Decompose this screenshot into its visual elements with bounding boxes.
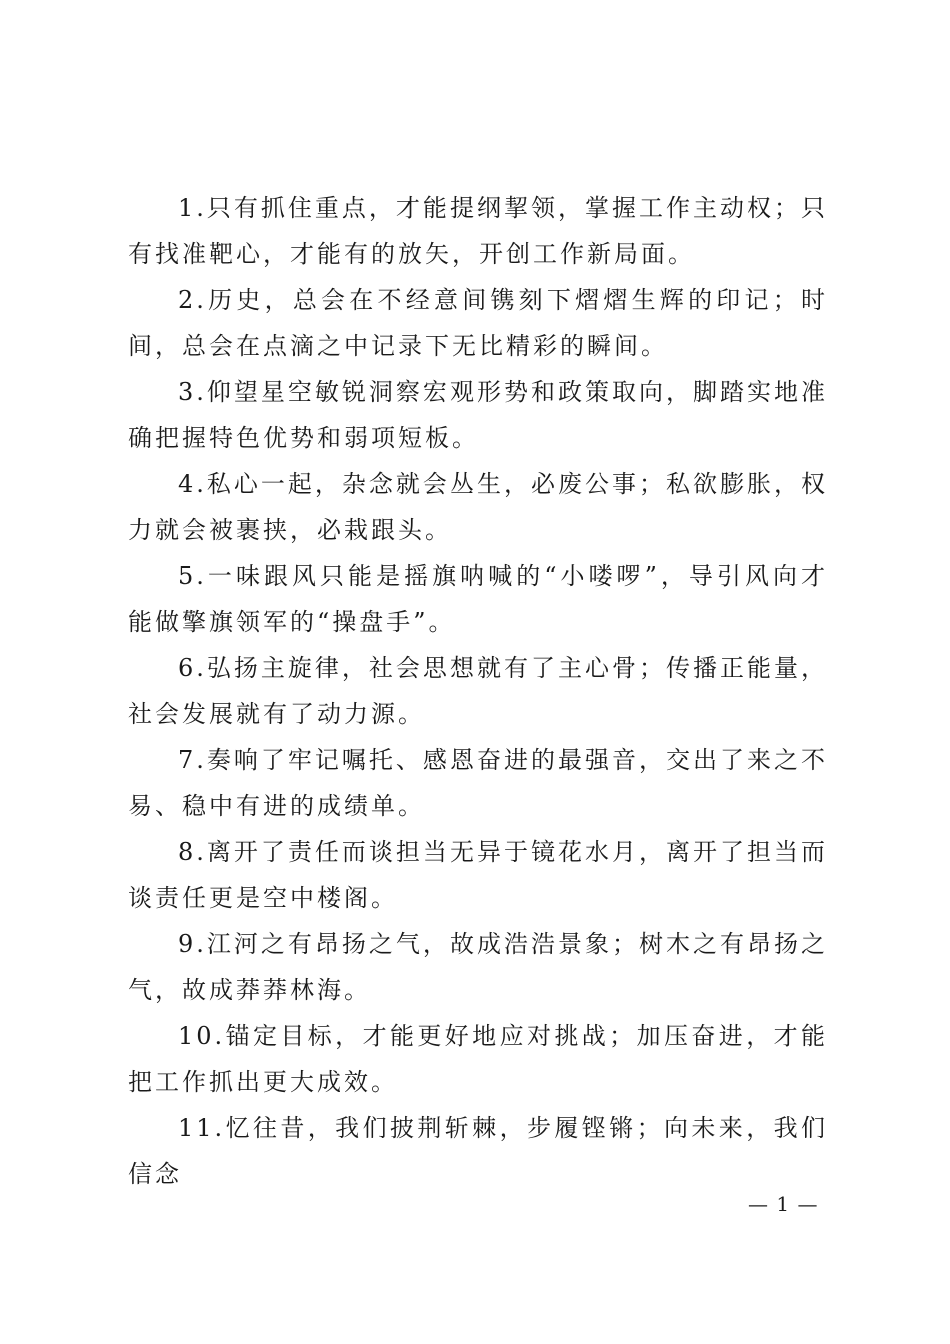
paragraph-5: 5.一味跟风只能是摇旗呐喊的“小喽啰”，导引风向才能做擎旗领军的“操盘手”。 bbox=[128, 562, 828, 636]
paragraph-2: 2.历史，总会在不经意间镌刻下熠熠生辉的印记；时间，总会在点滴之中记录下无比精彩的瞬间。 bbox=[128, 286, 828, 360]
paragraph-1: 1.只有抓住重点，才能提纲挈领，掌握工作主动权；只有找准靶心，才能有的放矢，开创工作新局面。 bbox=[128, 194, 828, 268]
paragraph-6: 6.弘扬主旋律，社会思想就有了主心骨；传播正能量，社会发展就有了动力源。 bbox=[128, 654, 828, 728]
page-number: — 1 — bbox=[748, 1192, 819, 1216]
document-body bbox=[128, 185, 828, 1197]
paragraph-10: 10.锚定目标，才能更好地应对挑战；加压奋进，才能把工作抓出更大成效。 bbox=[128, 1022, 828, 1096]
paragraph-11: 11.忆往昔，我们披荆斩棘，步履铿锵；向未来，我们信念 bbox=[128, 1114, 828, 1188]
paragraph-4: 4.私心一起，杂念就会丛生，必废公事；私欲膨胀，权力就会被裹挟，必栽跟头。 bbox=[128, 470, 828, 544]
paragraph-3: 3.仰望星空敏锐洞察宏观形势和政策取向，脚踏实地准确把握特色优势和弱项短板。 bbox=[128, 378, 828, 452]
paragraph-8: 8.离开了责任而谈担当无异于镜花水月，离开了担当而谈责任更是空中楼阁。 bbox=[128, 838, 828, 912]
paragraph-7: 7.奏响了牢记嘱托、感恩奋进的最强音，交出了来之不易、稳中有进的成绩单。 bbox=[128, 746, 828, 820]
paragraph-9: 9.江河之有昂扬之气，故成浩浩景象；树木之有昂扬之气，故成莽莽林海。 bbox=[128, 930, 828, 1004]
